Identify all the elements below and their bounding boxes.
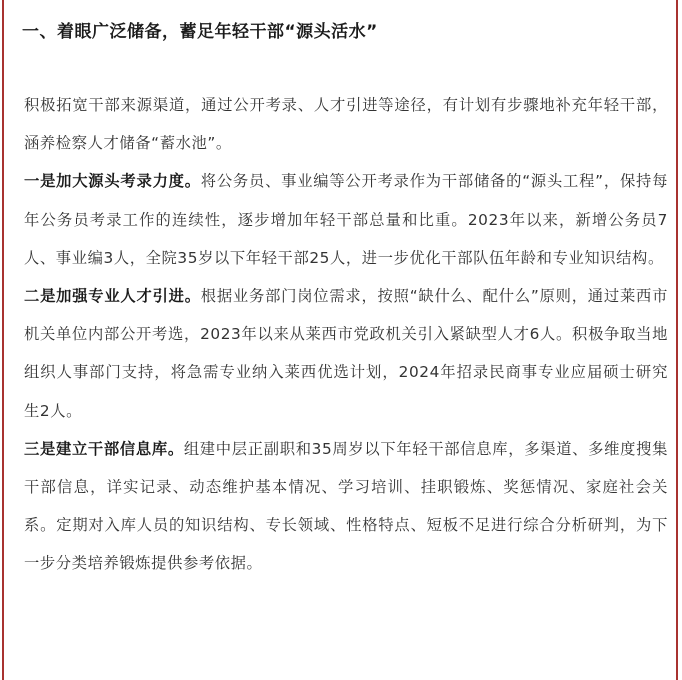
paragraph-lead: 三是建立干部信息库。: [24, 439, 184, 458]
intro-paragraph: [24, 86, 668, 162]
article-frame: [2, 0, 678, 680]
paragraph-lead: 一是加大源头考录力度。: [24, 172, 201, 191]
paragraph-text: 根据业务部门岗位需求，按照“缺什么、配什么”原则，通过莱西市机关单位内部公开考选，2023年以来从莱西市党政机关引入紧缺型人才6人。积极争取当地组织人事部门支持，将急需专业纳入莱西优选计划，2024年招录民商事专业应届硕士研究生2人。: [24, 287, 668, 420]
paragraph-lead: 二是加强专业人才引进。: [24, 287, 201, 306]
intro-text: 积极拓宽干部来源渠道，通过公开考录、人才引进等途径，有计划有步骤地补充年轻干部，涵养检察人才储备“蓄水池”。: [24, 96, 668, 153]
article-body: [24, 86, 668, 583]
section-heading: 一、着眼广泛储备，蓄足年轻干部“源头活水”: [22, 22, 378, 42]
paragraph-text: 将公务员、事业编等公开考录作为干部储备的“源头工程”，保持每年公务员考录工作的连续性，逐步增加年轻干部总量和比重。2023年以来，新增公务员7人、事业编3人，全院35岁以下年轻干部25人，进一步优化干部队伍年龄和专业知识结构。: [24, 172, 668, 267]
paragraph-text: 组建中层正副职和35周岁以下年轻干部信息库，多渠道、多维度搜集干部信息，详实记录、动态维护基本情况、学习培训、挂职锻炼、奖惩情况、家庭社会关系。定期对入库人员的知识结构、专长领域、性格特点、短板不足进行综合分析研判，为下一步分类培养锻炼提供参考依据。: [24, 439, 668, 573]
paragraph-recruitment: [24, 162, 668, 277]
paragraph-talent-introduction: [24, 277, 668, 430]
paragraph-cadre-database: [24, 430, 668, 583]
